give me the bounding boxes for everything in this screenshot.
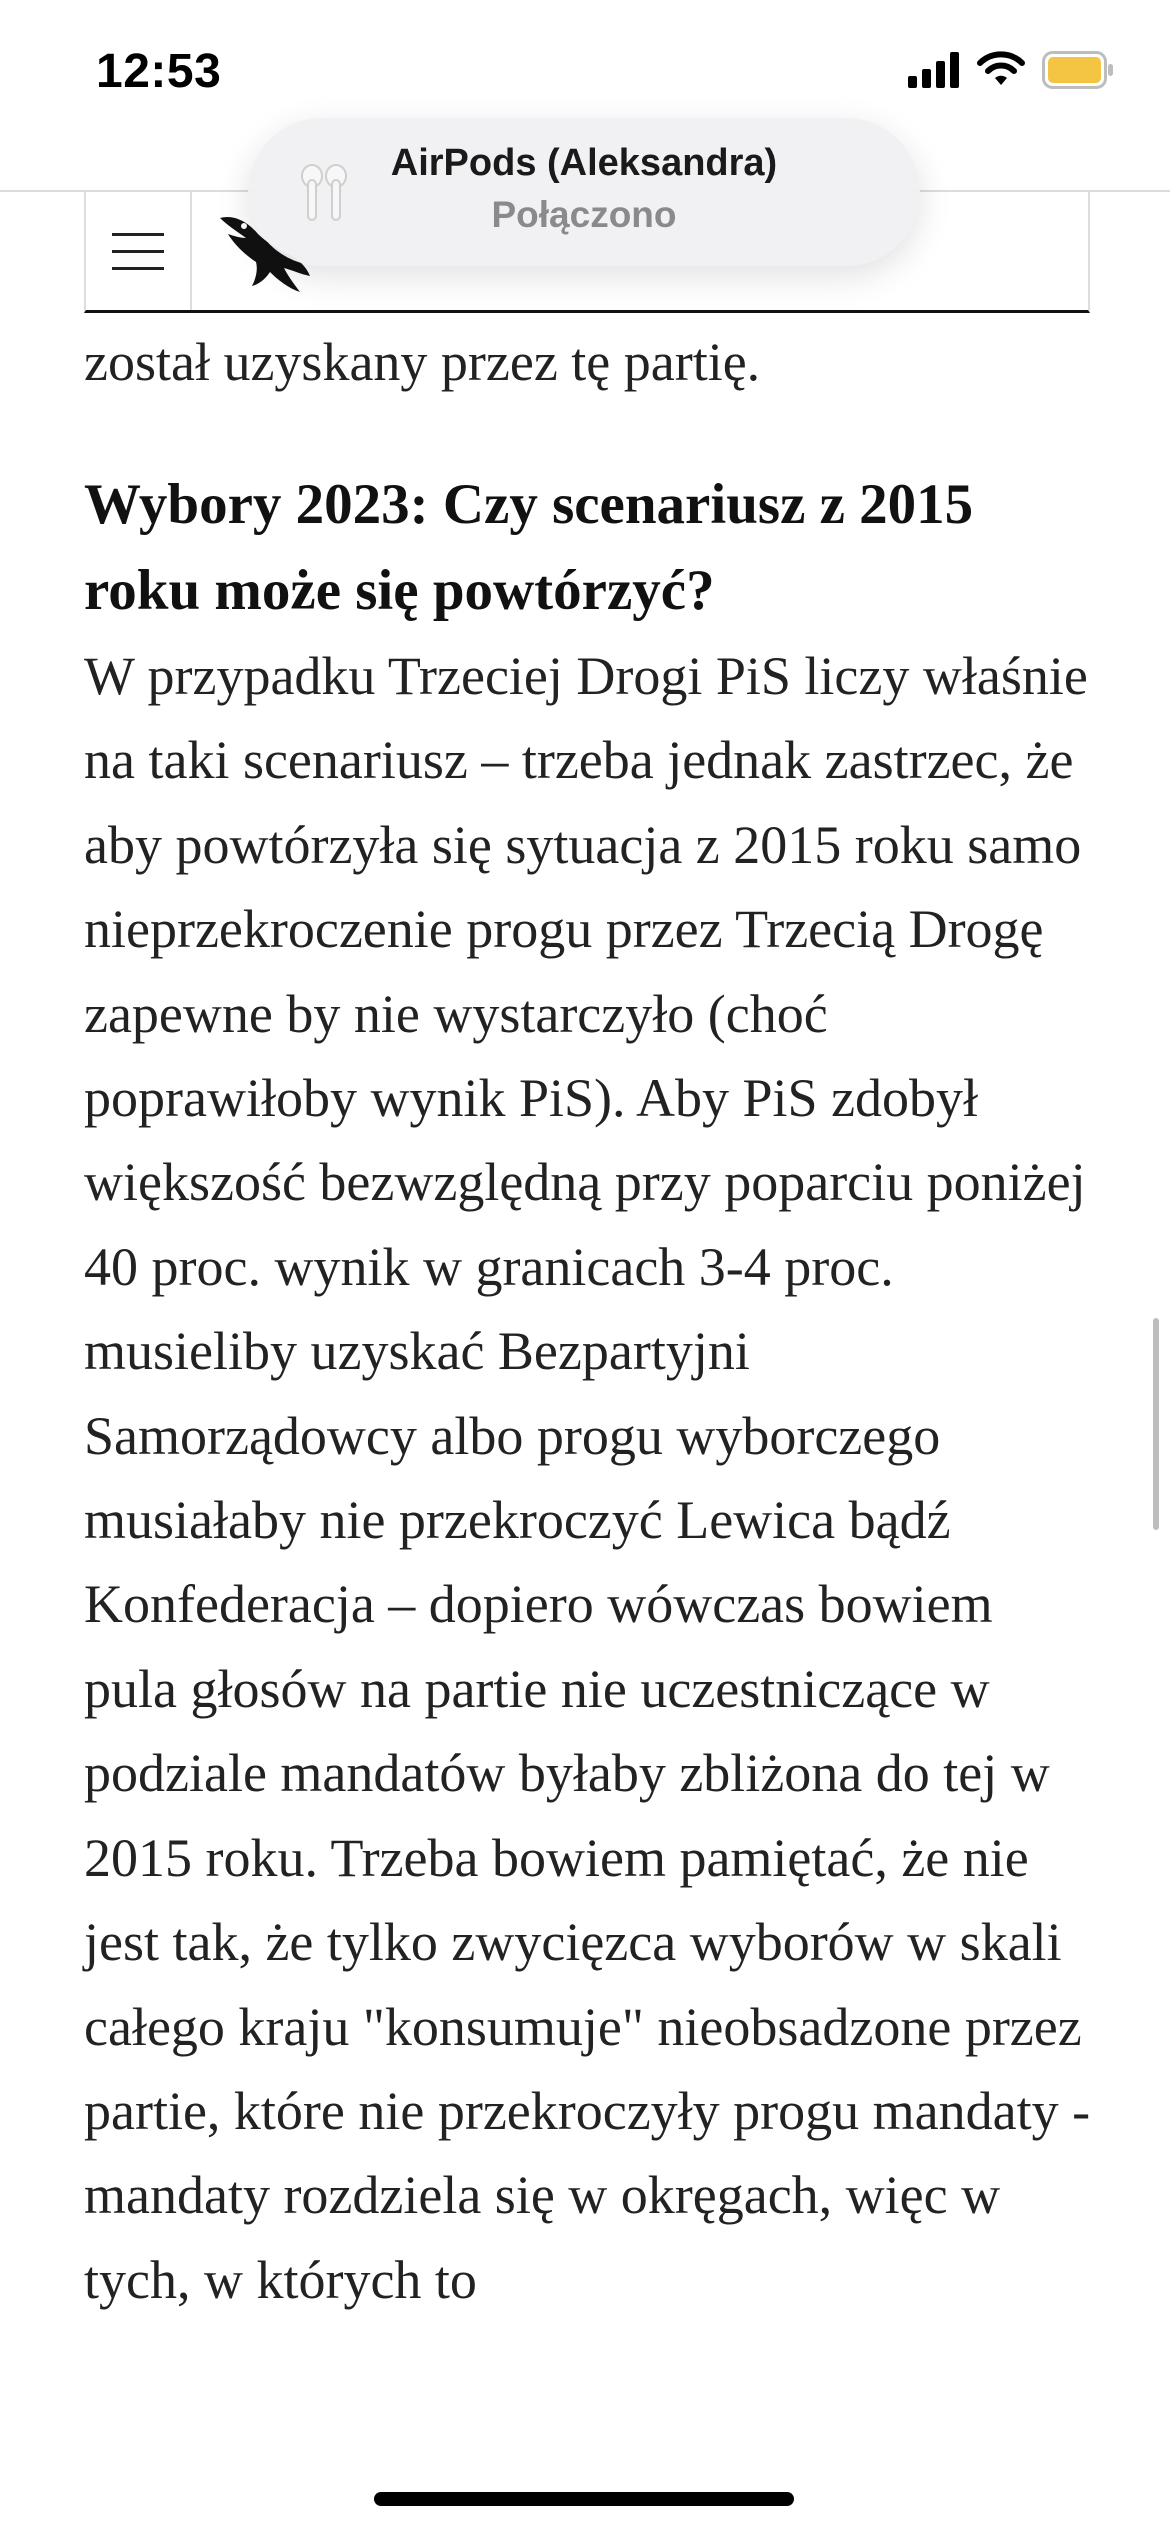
airpods-device-name: AirPods (Aleksandra)	[390, 142, 778, 184]
section-heading: Wybory 2023: Czy scenariusz z 2015 roku może się powtórzyć?	[84, 473, 974, 622]
article-paragraph: W przypadku Trzeciej Drogi PiS liczy właśnie na taki scenariusz – trzeba jednak zastrzec, że aby powtórzyła się sytuacja z 2015 roku samo nieprzekroczenie progu przez Trzecią Drogę zapewne by nie wystarczyło (choć poprawiłoby wynik PiS). Aby PiS zdobył większość bezwzględną przy poparciu poniżej 40 proc. wynik w granicach 3-4 proc. musieliby uzyskać Bezpartyjni Samorządowcy albo progu wyborczego musiałaby nie przekroczyć Lewica bądź Konfederacja – dopiero wówczas bowiem pula głosów na partie nie uczestniczące w podziale mandatów byłaby zbliżona do tej w 2015 roku. Trzeba bowiem pamiętać, że nie jest tak, że tylko zwycięzca wyborów w skali całego kraju "konsumuje" nieobsadzone przez partie, które nie przekroczyły progu mandaty - mandaty rozdziela się w okręgach, więc w tych, w których to	[84, 646, 1091, 2310]
airpods-status: Połączono	[491, 194, 677, 235]
hamburger-line	[112, 267, 164, 270]
scroll-indicator[interactable]	[1153, 1318, 1159, 1530]
status-time: 12:53	[96, 45, 222, 98]
status-icons	[908, 50, 1114, 94]
article-previous-line: został uzyskany przez tę partię.	[84, 332, 761, 392]
hamburger-icon	[112, 233, 164, 236]
battery-icon	[1042, 51, 1114, 94]
menu-button[interactable]	[86, 192, 192, 310]
wifi-icon	[976, 51, 1026, 94]
cellular-signal-icon	[908, 52, 960, 93]
airpods-connection-banner[interactable]	[248, 118, 920, 266]
hamburger-line	[112, 250, 164, 253]
article-content	[84, 320, 1094, 2322]
home-indicator[interactable]	[374, 2492, 794, 2506]
